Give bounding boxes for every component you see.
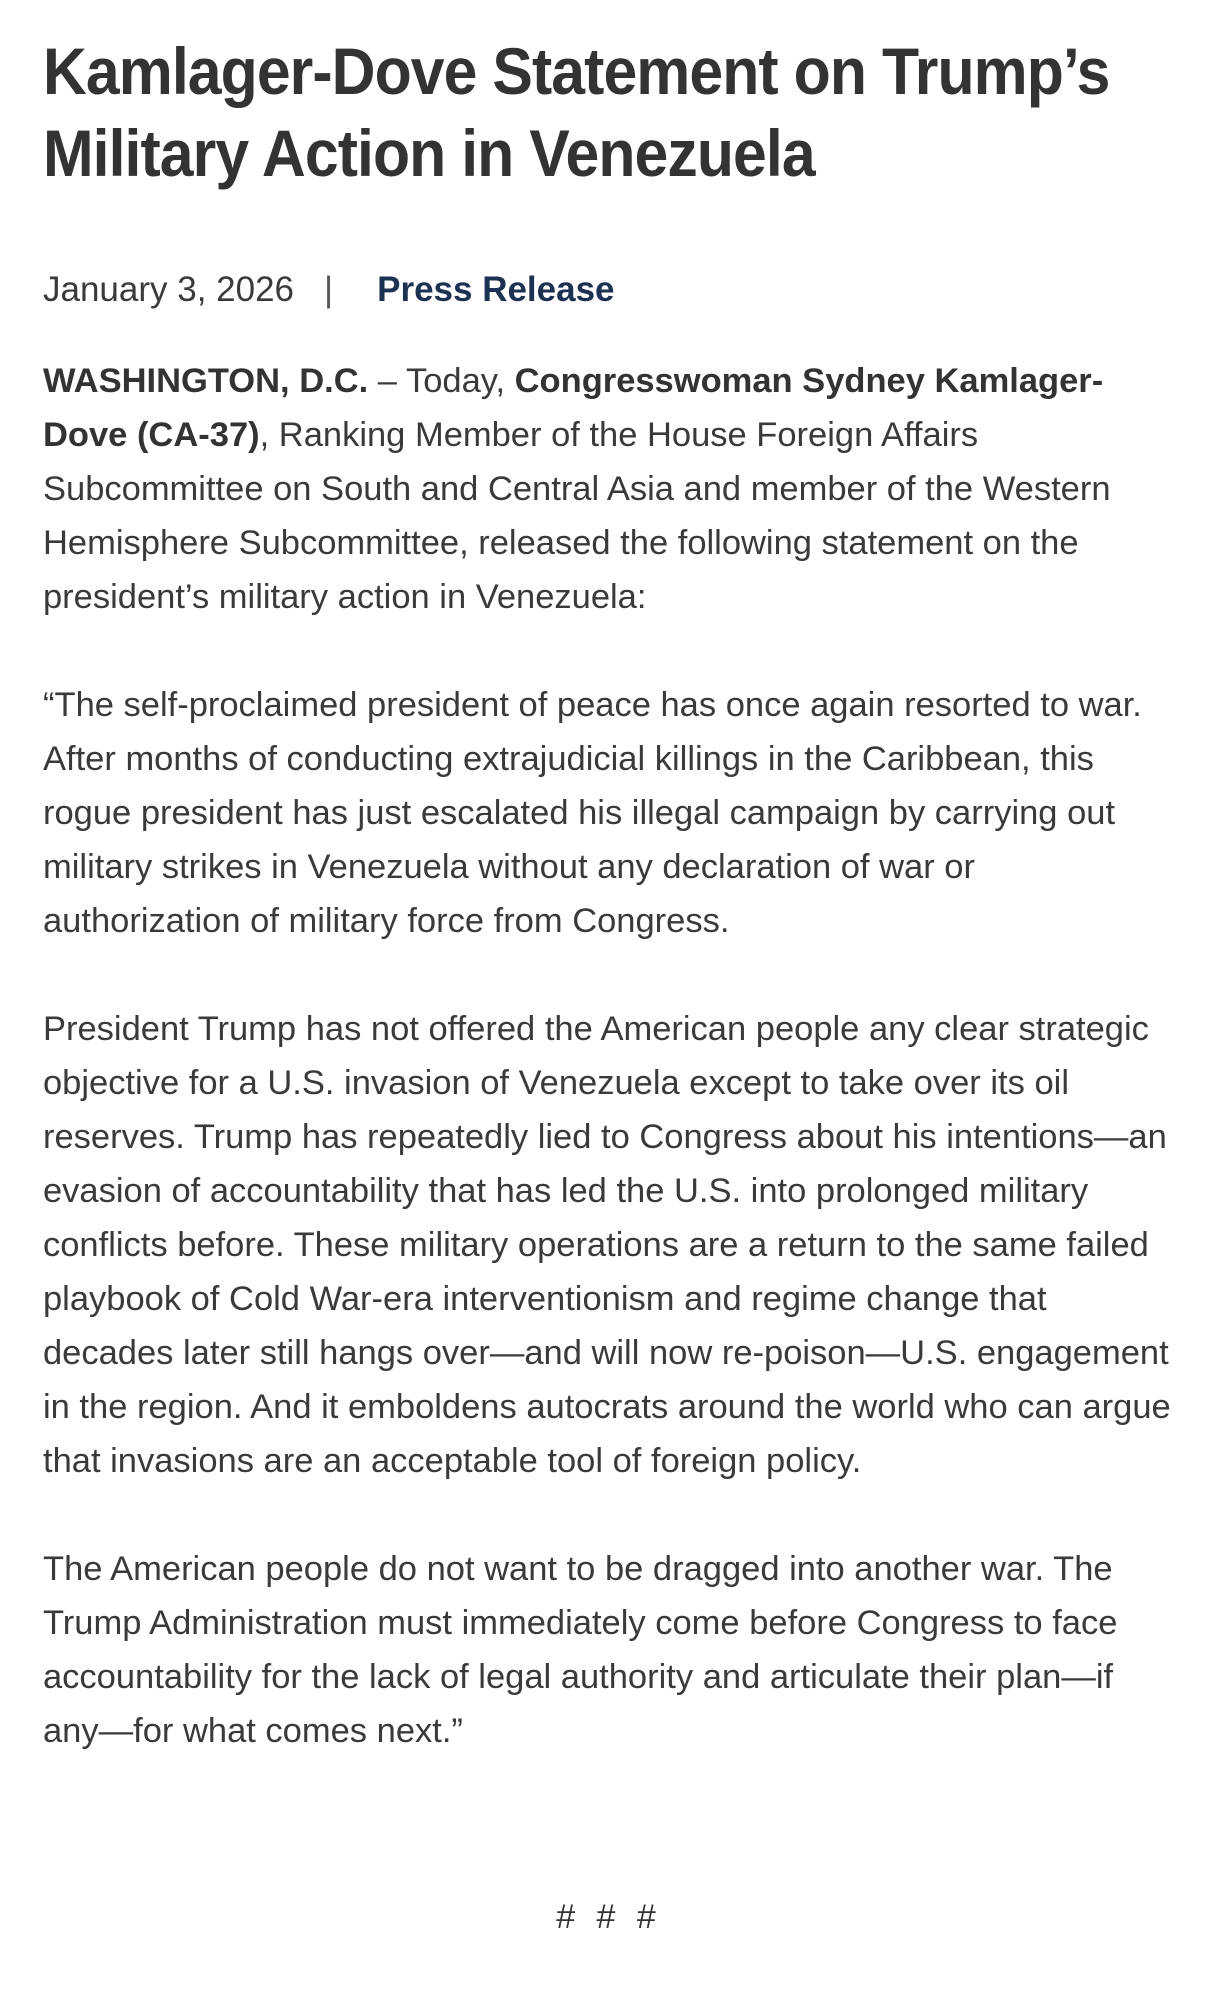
body-paragraph-1: “The self-proclaimed president of peace has once again resorted to war. After months of conducting extrajudicial killings in the Caribbean, this rogue president has just escalated his illegal campaign by carrying out military strikes in Venezuela without any declaration of war or authorization of military force from Congress. xyxy=(43,686,1142,940)
body-paragraph-2: President Trump has not offered the American people any clear strategic objective for a U.S. invasion of Venezuela except to take over its oil reserves. Trump has repeatedly lied to Congress about his intentions—an evasion of accountability that has led the U.S. into prolonged military conflicts before. These military operations are a return to the same failed playbook of Cold War-era interventionism and regime change that decades later still hangs over—and will now re-poison—U.S. engagement in the region. And it emboldens autocrats around the world who can argue that invasions are an acceptable tool of foreign policy. xyxy=(43,1010,1171,1480)
body-paragraph-3: The American people do not want to be dragged into another war. The Trump Administration must immediately come before Congress to face accountability for the lack of legal authority and articulate their plan—if any—for what comes next.” xyxy=(43,1550,1118,1750)
article-meta xyxy=(43,268,1178,312)
lead-paragraph xyxy=(43,354,1178,624)
article xyxy=(43,30,1178,1812)
dateline: WASHINGTON, D.C. xyxy=(43,362,369,400)
end-mark: # # # xyxy=(556,1898,662,1936)
lead-rest: , Ranking Member of the House Foreign Affairs Subcommittee on South and Central Asia and member of the Western Hemisphere Subcommittee, released the following statement on the president’s military action in Venezuela: xyxy=(43,416,1111,616)
page-title: Kamlager-Dove Statement on Trump’s Military Action in Venezuela xyxy=(43,34,1110,190)
lead-connector: – Today, xyxy=(368,362,515,400)
speaker-name: Congresswoman Sydney Kamlager-Dove (CA-37) xyxy=(43,362,1104,454)
meta-separator: | xyxy=(324,270,334,309)
publish-date: January 3, 2026 xyxy=(43,270,295,309)
article-body xyxy=(43,354,1178,1758)
category-link[interactable]: Press Release xyxy=(377,270,615,309)
